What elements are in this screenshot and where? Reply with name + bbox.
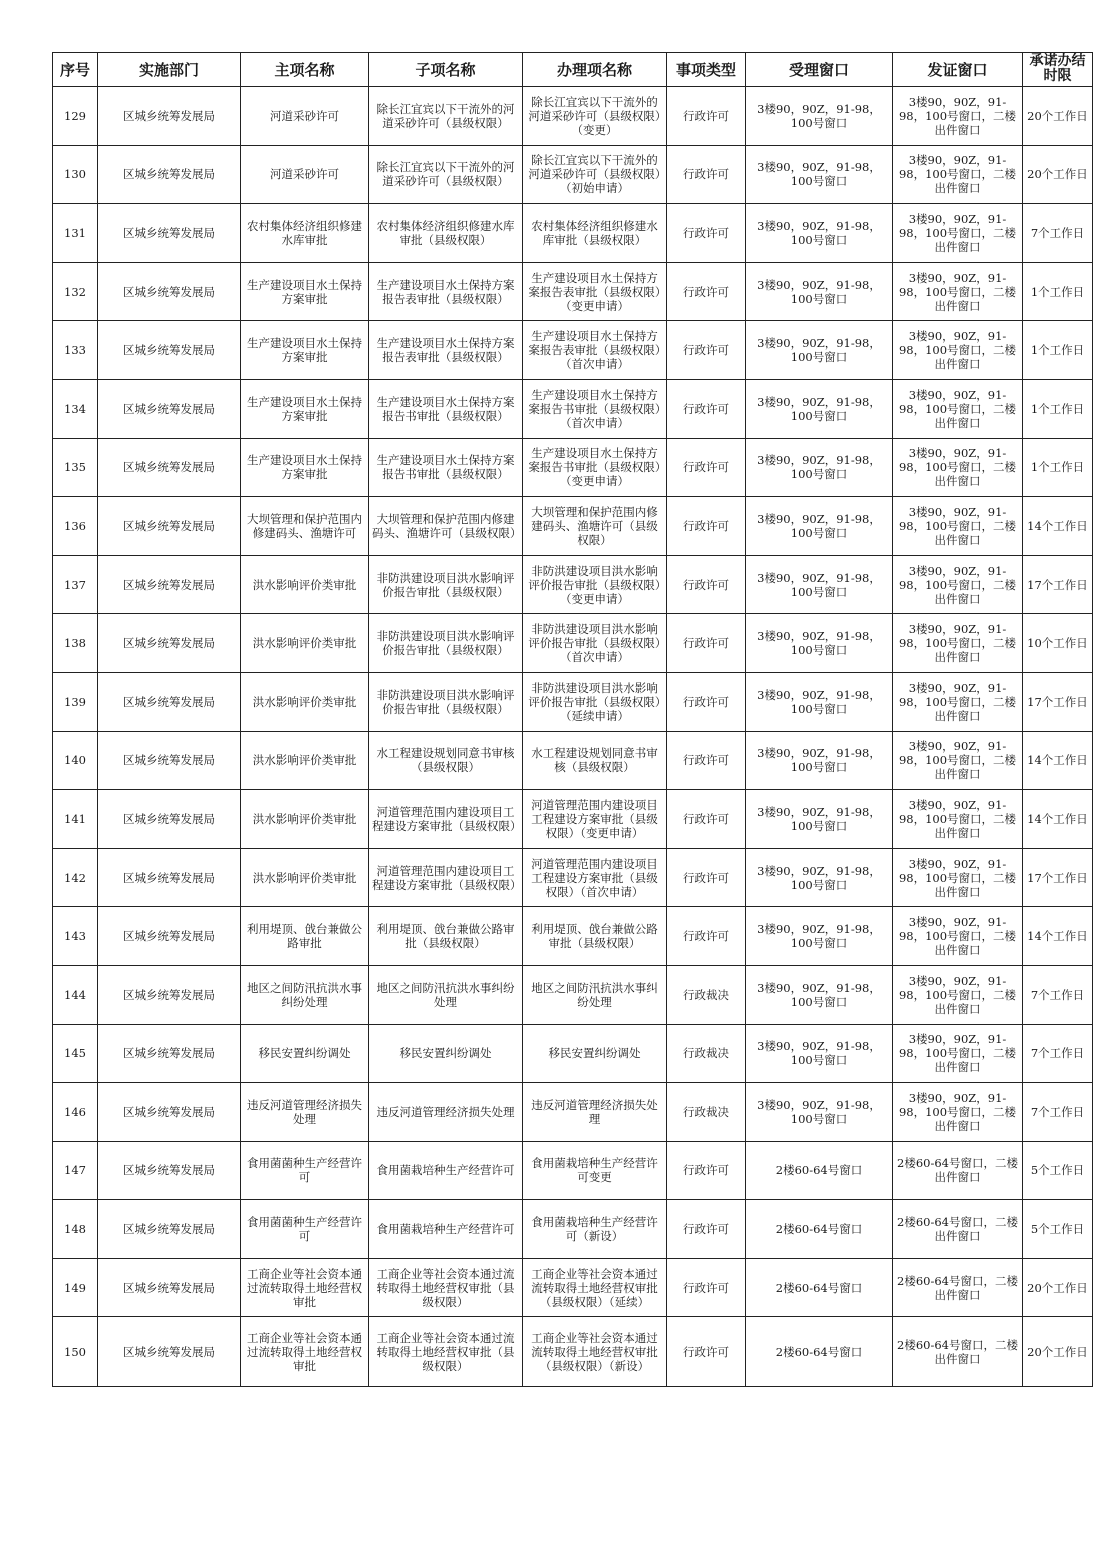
cell-main-item: 生产建设项目水土保持方案审批 — [241, 438, 369, 497]
cell-item-type: 行政许可 — [667, 848, 746, 907]
cell-acceptance-window: 3楼90，90Z，91-98，100号窗口 — [746, 438, 893, 497]
header-acceptance-window: 受理窗口 — [746, 53, 893, 87]
cell-serial-number: 138 — [53, 614, 98, 673]
table-row — [53, 321, 1093, 380]
cell-main-item: 工商企业等社会资本通过流转取得土地经营权审批 — [241, 1317, 369, 1387]
cell-promised-deadline: 5个工作日 — [1023, 1141, 1093, 1200]
cell-sub-item: 食用菌栽培种生产经营许可 — [369, 1200, 523, 1259]
service-items-table — [52, 52, 1093, 1387]
table-body — [53, 87, 1093, 1387]
cell-department: 区城乡统筹发展局 — [98, 555, 241, 614]
cell-sub-item: 非防洪建设项目洪水影响评价报告审批（县级权限） — [369, 672, 523, 731]
cell-department: 区城乡统筹发展局 — [98, 145, 241, 204]
cell-main-item: 食用菌菌种生产经营许可 — [241, 1200, 369, 1259]
cell-issuing-window: 3楼90，90Z，91-98，100号窗口，二楼出件窗口 — [893, 731, 1023, 790]
table-row — [53, 87, 1093, 146]
cell-acceptance-window: 3楼90，90Z，91-98，100号窗口 — [746, 87, 893, 146]
cell-main-item: 大坝管理和保护范围内修建码头、渔塘许可 — [241, 497, 369, 556]
cell-sub-item: 地区之间防汛抗洪水事纠纷处理 — [369, 965, 523, 1024]
cell-item-type: 行政许可 — [667, 1200, 746, 1259]
cell-handling-item: 非防洪建设项目洪水影响评价报告审批（县级权限）（变更申请） — [523, 555, 667, 614]
cell-acceptance-window: 3楼90，90Z，91-98，100号窗口 — [746, 145, 893, 204]
cell-department: 区城乡统筹发展局 — [98, 379, 241, 438]
cell-acceptance-window: 2楼60-64号窗口 — [746, 1200, 893, 1259]
cell-department: 区城乡统筹发展局 — [98, 1200, 241, 1259]
cell-item-type: 行政许可 — [667, 1317, 746, 1387]
cell-acceptance-window: 3楼90，90Z，91-98，100号窗口 — [746, 555, 893, 614]
cell-acceptance-window: 2楼60-64号窗口 — [746, 1141, 893, 1200]
cell-main-item: 洪水影响评价类审批 — [241, 790, 369, 849]
cell-serial-number: 131 — [53, 204, 98, 263]
header-handling-item: 办理项名称 — [523, 53, 667, 87]
cell-sub-item: 农村集体经济组织修建水库审批（县级权限） — [369, 204, 523, 263]
cell-promised-deadline: 14个工作日 — [1023, 907, 1093, 966]
cell-issuing-window: 3楼90，90Z，91-98，100号窗口，二楼出件窗口 — [893, 1083, 1023, 1142]
cell-serial-number: 136 — [53, 497, 98, 556]
table-row — [53, 262, 1093, 321]
cell-item-type: 行政许可 — [667, 87, 746, 146]
cell-handling-item: 生产建设项目水土保持方案报告表审批（县级权限）（变更申请） — [523, 262, 667, 321]
cell-main-item: 移民安置纠纷调处 — [241, 1024, 369, 1083]
cell-issuing-window: 3楼90，90Z，91-98，100号窗口，二楼出件窗口 — [893, 555, 1023, 614]
cell-department: 区城乡统筹发展局 — [98, 614, 241, 673]
cell-item-type: 行政许可 — [667, 321, 746, 380]
cell-promised-deadline: 17个工作日 — [1023, 555, 1093, 614]
cell-promised-deadline: 14个工作日 — [1023, 790, 1093, 849]
table-row — [53, 848, 1093, 907]
cell-department: 区城乡统筹发展局 — [98, 262, 241, 321]
cell-item-type: 行政许可 — [667, 204, 746, 263]
cell-promised-deadline: 20个工作日 — [1023, 1317, 1093, 1387]
cell-serial-number: 144 — [53, 965, 98, 1024]
cell-department: 区城乡统筹发展局 — [98, 1258, 241, 1317]
cell-issuing-window: 3楼90，90Z，91-98，100号窗口，二楼出件窗口 — [893, 262, 1023, 321]
cell-department: 区城乡统筹发展局 — [98, 731, 241, 790]
cell-sub-item: 利用堤顶、戗台兼做公路审批（县级权限） — [369, 907, 523, 966]
cell-department: 区城乡统筹发展局 — [98, 1317, 241, 1387]
cell-main-item: 河道采砂许可 — [241, 145, 369, 204]
cell-main-item: 违反河道管理经济损失处理 — [241, 1083, 369, 1142]
cell-handling-item: 生产建设项目水土保持方案报告表审批（县级权限）（首次申请） — [523, 321, 667, 380]
cell-issuing-window: 3楼90，90Z，91-98，100号窗口，二楼出件窗口 — [893, 672, 1023, 731]
cell-item-type: 行政许可 — [667, 379, 746, 438]
table-row — [53, 731, 1093, 790]
cell-promised-deadline: 10个工作日 — [1023, 614, 1093, 673]
header-main-item: 主项名称 — [241, 53, 369, 87]
cell-acceptance-window: 3楼90，90Z，91-98，100号窗口 — [746, 614, 893, 673]
cell-department: 区城乡统筹发展局 — [98, 438, 241, 497]
cell-sub-item: 生产建设项目水土保持方案报告书审批（县级权限） — [369, 438, 523, 497]
cell-issuing-window: 3楼90，90Z，91-98，100号窗口，二楼出件窗口 — [893, 965, 1023, 1024]
cell-promised-deadline: 7个工作日 — [1023, 1083, 1093, 1142]
header-item-type: 事项类型 — [667, 53, 746, 87]
cell-issuing-window: 2楼60-64号窗口，二楼出件窗口 — [893, 1317, 1023, 1387]
cell-issuing-window: 3楼90，90Z，91-98，100号窗口，二楼出件窗口 — [893, 321, 1023, 380]
cell-issuing-window: 3楼90，90Z，91-98，100号窗口，二楼出件窗口 — [893, 204, 1023, 263]
cell-sub-item: 工商企业等社会资本通过流转取得土地经营权审批（县级权限） — [369, 1317, 523, 1387]
cell-item-type: 行政许可 — [667, 145, 746, 204]
cell-handling-item: 大坝管理和保护范围内修建码头、渔塘许可（县级权限） — [523, 497, 667, 556]
cell-acceptance-window: 2楼60-64号窗口 — [746, 1258, 893, 1317]
cell-main-item: 洪水影响评价类审批 — [241, 731, 369, 790]
cell-serial-number: 140 — [53, 731, 98, 790]
cell-promised-deadline: 1个工作日 — [1023, 379, 1093, 438]
cell-item-type: 行政裁决 — [667, 965, 746, 1024]
cell-item-type: 行政许可 — [667, 555, 746, 614]
cell-department: 区城乡统筹发展局 — [98, 497, 241, 556]
cell-item-type: 行政许可 — [667, 1141, 746, 1200]
cell-promised-deadline: 7个工作日 — [1023, 204, 1093, 263]
cell-department: 区城乡统筹发展局 — [98, 848, 241, 907]
cell-serial-number: 139 — [53, 672, 98, 731]
cell-main-item: 生产建设项目水土保持方案审批 — [241, 379, 369, 438]
cell-sub-item: 食用菌栽培种生产经营许可 — [369, 1141, 523, 1200]
cell-serial-number: 132 — [53, 262, 98, 321]
cell-acceptance-window: 3楼90，90Z，91-98，100号窗口 — [746, 965, 893, 1024]
cell-item-type: 行政许可 — [667, 1258, 746, 1317]
cell-sub-item: 移民安置纠纷调处 — [369, 1024, 523, 1083]
cell-promised-deadline: 7个工作日 — [1023, 965, 1093, 1024]
cell-promised-deadline: 17个工作日 — [1023, 672, 1093, 731]
cell-item-type: 行政裁决 — [667, 1024, 746, 1083]
cell-sub-item: 生产建设项目水土保持方案报告表审批（县级权限） — [369, 262, 523, 321]
cell-main-item: 利用堤顶、戗台兼做公路审批 — [241, 907, 369, 966]
cell-department: 区城乡统筹发展局 — [98, 907, 241, 966]
cell-serial-number: 141 — [53, 790, 98, 849]
cell-acceptance-window: 3楼90，90Z，91-98，100号窗口 — [746, 790, 893, 849]
cell-handling-item: 利用堤顶、戗台兼做公路审批（县级权限） — [523, 907, 667, 966]
table-row — [53, 1141, 1093, 1200]
cell-serial-number: 145 — [53, 1024, 98, 1083]
cell-sub-item: 大坝管理和保护范围内修建码头、渔塘许可（县级权限） — [369, 497, 523, 556]
cell-main-item: 生产建设项目水土保持方案审批 — [241, 262, 369, 321]
cell-acceptance-window: 3楼90，90Z，91-98，100号窗口 — [746, 1083, 893, 1142]
cell-promised-deadline: 5个工作日 — [1023, 1200, 1093, 1259]
header-row — [53, 53, 1093, 87]
cell-handling-item: 食用菌栽培种生产经营许可（新设） — [523, 1200, 667, 1259]
cell-main-item: 地区之间防汛抗洪水事纠纷处理 — [241, 965, 369, 1024]
cell-serial-number: 135 — [53, 438, 98, 497]
cell-handling-item: 农村集体经济组织修建水库审批（县级权限） — [523, 204, 667, 263]
cell-sub-item: 除长江宜宾以下干流外的河道采砂许可（县级权限） — [369, 87, 523, 146]
cell-sub-item: 河道管理范围内建设项目工程建设方案审批（县级权限） — [369, 790, 523, 849]
cell-serial-number: 148 — [53, 1200, 98, 1259]
cell-serial-number: 146 — [53, 1083, 98, 1142]
cell-main-item: 洪水影响评价类审批 — [241, 555, 369, 614]
cell-acceptance-window: 3楼90，90Z，91-98，100号窗口 — [746, 497, 893, 556]
cell-issuing-window: 2楼60-64号窗口，二楼出件窗口 — [893, 1200, 1023, 1259]
cell-handling-item: 工商企业等社会资本通过流转取得土地经营权审批（县级权限）（延续） — [523, 1258, 667, 1317]
table-row — [53, 1317, 1093, 1387]
cell-promised-deadline: 1个工作日 — [1023, 438, 1093, 497]
cell-serial-number: 137 — [53, 555, 98, 614]
cell-sub-item: 水工程建设规划同意书审核（县级权限） — [369, 731, 523, 790]
cell-item-type: 行政许可 — [667, 731, 746, 790]
cell-issuing-window: 3楼90，90Z，91-98，100号窗口，二楼出件窗口 — [893, 614, 1023, 673]
cell-issuing-window: 3楼90，90Z，91-98，100号窗口，二楼出件窗口 — [893, 87, 1023, 146]
cell-item-type: 行政许可 — [667, 614, 746, 673]
cell-item-type: 行政许可 — [667, 438, 746, 497]
cell-main-item: 生产建设项目水土保持方案审批 — [241, 321, 369, 380]
cell-acceptance-window: 3楼90，90Z，91-98，100号窗口 — [746, 1024, 893, 1083]
cell-department: 区城乡统筹发展局 — [98, 321, 241, 380]
cell-sub-item: 非防洪建设项目洪水影响评价报告审批（县级权限） — [369, 555, 523, 614]
cell-serial-number: 147 — [53, 1141, 98, 1200]
cell-handling-item: 河道管理范围内建设项目工程建设方案审批（县级权限）（首次申请） — [523, 848, 667, 907]
cell-main-item: 洪水影响评价类审批 — [241, 848, 369, 907]
header-department: 实施部门 — [98, 53, 241, 87]
cell-promised-deadline: 20个工作日 — [1023, 1258, 1093, 1317]
cell-sub-item: 违反河道管理经济损失处理 — [369, 1083, 523, 1142]
table-row — [53, 379, 1093, 438]
cell-issuing-window: 3楼90，90Z，91-98，100号窗口，二楼出件窗口 — [893, 145, 1023, 204]
cell-promised-deadline: 20个工作日 — [1023, 87, 1093, 146]
cell-issuing-window: 2楼60-64号窗口，二楼出件窗口 — [893, 1258, 1023, 1317]
table-row — [53, 965, 1093, 1024]
cell-handling-item: 除长江宜宾以下干流外的河道采砂许可（县级权限）（变更） — [523, 87, 667, 146]
cell-handling-item: 移民安置纠纷调处 — [523, 1024, 667, 1083]
cell-serial-number: 129 — [53, 87, 98, 146]
table-row — [53, 790, 1093, 849]
cell-department: 区城乡统筹发展局 — [98, 1141, 241, 1200]
cell-department: 区城乡统筹发展局 — [98, 87, 241, 146]
cell-acceptance-window: 3楼90，90Z，91-98，100号窗口 — [746, 262, 893, 321]
cell-acceptance-window: 3楼90，90Z，91-98，100号窗口 — [746, 672, 893, 731]
cell-handling-item: 生产建设项目水土保持方案报告书审批（县级权限）（首次申请） — [523, 379, 667, 438]
cell-acceptance-window: 3楼90，90Z，91-98，100号窗口 — [746, 907, 893, 966]
table-row — [53, 555, 1093, 614]
cell-main-item: 洪水影响评价类审批 — [241, 614, 369, 673]
cell-handling-item: 河道管理范围内建设项目工程建设方案审批（县级权限）（变更申请） — [523, 790, 667, 849]
cell-sub-item: 河道管理范围内建设项目工程建设方案审批（县级权限） — [369, 848, 523, 907]
table-row — [53, 907, 1093, 966]
cell-department: 区城乡统筹发展局 — [98, 672, 241, 731]
cell-item-type: 行政许可 — [667, 790, 746, 849]
cell-promised-deadline: 20个工作日 — [1023, 145, 1093, 204]
cell-sub-item: 除长江宜宾以下干流外的河道采砂许可（县级权限） — [369, 145, 523, 204]
table-row — [53, 1258, 1093, 1317]
cell-promised-deadline: 1个工作日 — [1023, 262, 1093, 321]
cell-promised-deadline: 14个工作日 — [1023, 731, 1093, 790]
cell-item-type: 行政许可 — [667, 907, 746, 966]
cell-issuing-window: 3楼90，90Z，91-98，100号窗口，二楼出件窗口 — [893, 848, 1023, 907]
table-row — [53, 438, 1093, 497]
table-row — [53, 672, 1093, 731]
cell-handling-item: 非防洪建设项目洪水影响评价报告审批（县级权限）（首次申请） — [523, 614, 667, 673]
cell-serial-number: 149 — [53, 1258, 98, 1317]
table-row — [53, 1024, 1093, 1083]
table-row — [53, 1200, 1093, 1259]
cell-serial-number: 142 — [53, 848, 98, 907]
cell-promised-deadline: 17个工作日 — [1023, 848, 1093, 907]
cell-handling-item: 地区之间防汛抗洪水事纠纷处理 — [523, 965, 667, 1024]
cell-acceptance-window: 3楼90，90Z，91-98，100号窗口 — [746, 379, 893, 438]
cell-promised-deadline: 14个工作日 — [1023, 497, 1093, 556]
cell-department: 区城乡统筹发展局 — [98, 204, 241, 263]
cell-main-item: 农村集体经济组织修建水库审批 — [241, 204, 369, 263]
header-promised-deadline: 承诺办结时限 — [1023, 53, 1093, 87]
cell-department: 区城乡统筹发展局 — [98, 965, 241, 1024]
cell-item-type: 行政许可 — [667, 672, 746, 731]
cell-serial-number: 133 — [53, 321, 98, 380]
table-row — [53, 614, 1093, 673]
cell-issuing-window: 3楼90，90Z，91-98，100号窗口，二楼出件窗口 — [893, 497, 1023, 556]
header-issuing-window: 发证窗口 — [893, 53, 1023, 87]
table-row — [53, 1083, 1093, 1142]
cell-main-item: 河道采砂许可 — [241, 87, 369, 146]
cell-issuing-window: 2楼60-64号窗口，二楼出件窗口 — [893, 1141, 1023, 1200]
cell-sub-item: 工商企业等社会资本通过流转取得土地经营权审批（县级权限） — [369, 1258, 523, 1317]
cell-handling-item: 水工程建设规划同意书审核（县级权限） — [523, 731, 667, 790]
cell-acceptance-window: 3楼90，90Z，91-98，100号窗口 — [746, 204, 893, 263]
cell-handling-item: 非防洪建设项目洪水影响评价报告审批（县级权限）（延续申请） — [523, 672, 667, 731]
cell-serial-number: 150 — [53, 1317, 98, 1387]
cell-main-item: 食用菌菌种生产经营许可 — [241, 1141, 369, 1200]
cell-handling-item: 生产建设项目水土保持方案报告书审批（县级权限）（变更申请） — [523, 438, 667, 497]
cell-serial-number: 134 — [53, 379, 98, 438]
cell-item-type: 行政裁决 — [667, 1083, 746, 1142]
cell-acceptance-window: 2楼60-64号窗口 — [746, 1317, 893, 1387]
cell-sub-item: 生产建设项目水土保持方案报告表审批（县级权限） — [369, 321, 523, 380]
cell-sub-item: 生产建设项目水土保持方案报告书审批（县级权限） — [369, 379, 523, 438]
cell-item-type: 行政许可 — [667, 262, 746, 321]
header-sub-item: 子项名称 — [369, 53, 523, 87]
cell-acceptance-window: 3楼90，90Z，91-98，100号窗口 — [746, 321, 893, 380]
table-row — [53, 204, 1093, 263]
cell-acceptance-window: 3楼90，90Z，91-98，100号窗口 — [746, 731, 893, 790]
cell-department: 区城乡统筹发展局 — [98, 1024, 241, 1083]
cell-issuing-window: 3楼90，90Z，91-98，100号窗口，二楼出件窗口 — [893, 1024, 1023, 1083]
cell-main-item: 洪水影响评价类审批 — [241, 672, 369, 731]
cell-serial-number: 130 — [53, 145, 98, 204]
cell-department: 区城乡统筹发展局 — [98, 790, 241, 849]
cell-handling-item: 工商企业等社会资本通过流转取得土地经营权审批（县级权限）（新设） — [523, 1317, 667, 1387]
cell-department: 区城乡统筹发展局 — [98, 1083, 241, 1142]
table-row — [53, 145, 1093, 204]
cell-issuing-window: 3楼90，90Z，91-98，100号窗口，二楼出件窗口 — [893, 438, 1023, 497]
cell-promised-deadline: 7个工作日 — [1023, 1024, 1093, 1083]
cell-sub-item: 非防洪建设项目洪水影响评价报告审批（县级权限） — [369, 614, 523, 673]
cell-item-type: 行政许可 — [667, 497, 746, 556]
cell-handling-item: 食用菌栽培种生产经营许可变更 — [523, 1141, 667, 1200]
header-serial-number: 序号 — [53, 53, 98, 87]
cell-issuing-window: 3楼90，90Z，91-98，100号窗口，二楼出件窗口 — [893, 379, 1023, 438]
table-row — [53, 497, 1093, 556]
cell-acceptance-window: 3楼90，90Z，91-98，100号窗口 — [746, 848, 893, 907]
cell-handling-item: 违反河道管理经济损失处理 — [523, 1083, 667, 1142]
cell-issuing-window: 3楼90，90Z，91-98，100号窗口，二楼出件窗口 — [893, 790, 1023, 849]
cell-handling-item: 除长江宜宾以下干流外的河道采砂许可（县级权限）（初始申请） — [523, 145, 667, 204]
cell-main-item: 工商企业等社会资本通过流转取得土地经营权审批 — [241, 1258, 369, 1317]
cell-issuing-window: 3楼90，90Z，91-98，100号窗口，二楼出件窗口 — [893, 907, 1023, 966]
cell-serial-number: 143 — [53, 907, 98, 966]
cell-promised-deadline: 1个工作日 — [1023, 321, 1093, 380]
table-header — [53, 53, 1093, 87]
